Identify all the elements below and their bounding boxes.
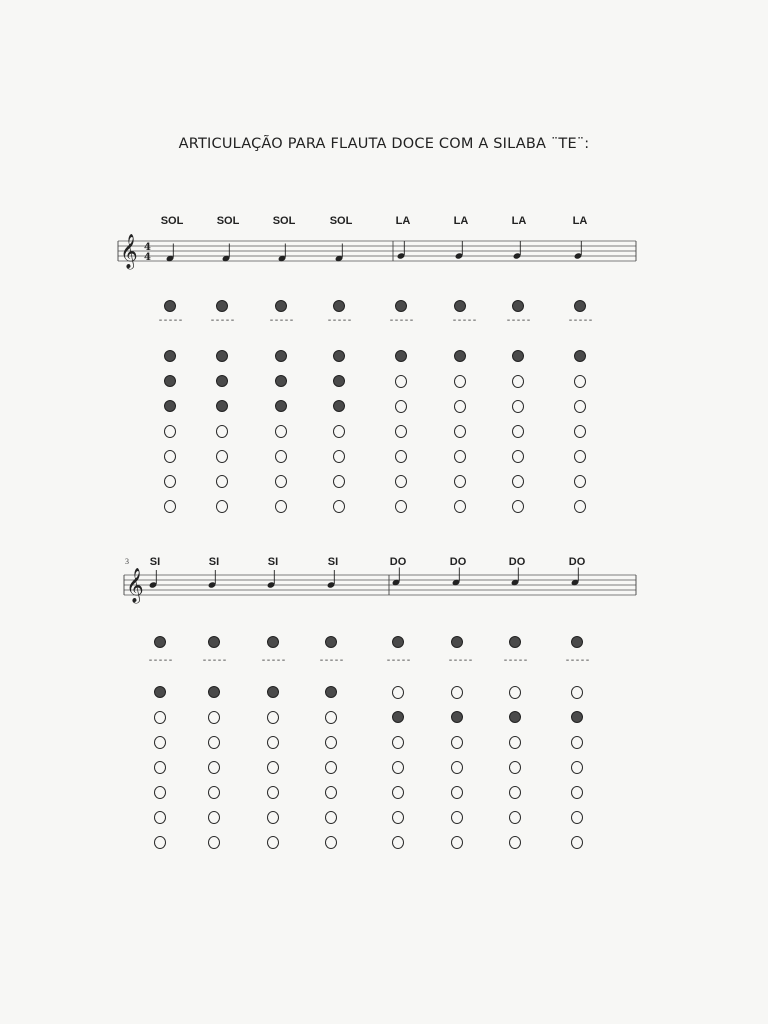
finger-hole-closed bbox=[164, 400, 176, 412]
note-name-label: SOL bbox=[329, 215, 353, 227]
finger-hole-open bbox=[509, 836, 521, 849]
finger-hole-open bbox=[154, 836, 166, 849]
finger-hole-open bbox=[395, 450, 407, 463]
thumb-separator: ----- bbox=[567, 315, 593, 326]
thumb-hole-closed bbox=[154, 636, 166, 648]
finger-hole-open bbox=[325, 711, 337, 724]
finger-hole-open bbox=[451, 836, 463, 849]
thumb-separator: ----- bbox=[260, 655, 286, 666]
thumb-hole-closed bbox=[208, 636, 220, 648]
finger-hole-closed bbox=[208, 686, 220, 698]
finger-hole-open bbox=[454, 500, 466, 513]
finger-hole-open bbox=[164, 475, 176, 488]
finger-hole-closed bbox=[216, 375, 228, 387]
page-title: ARTICULAÇÃO PARA FLAUTA DOCE COM A SILABA ¨TE¨: bbox=[178, 136, 590, 152]
finger-hole-open bbox=[164, 425, 176, 438]
finger-hole-open bbox=[267, 761, 279, 774]
note-name-label: SI bbox=[327, 556, 339, 568]
finger-hole-open bbox=[154, 761, 166, 774]
finger-hole-closed bbox=[392, 711, 404, 723]
thumb-separator: ----- bbox=[564, 655, 590, 666]
thumb-hole-closed bbox=[164, 300, 176, 312]
finger-hole-open bbox=[333, 500, 345, 513]
finger-hole-closed bbox=[275, 350, 287, 362]
thumb-separator: ----- bbox=[388, 315, 414, 326]
thumb-hole-closed bbox=[325, 636, 337, 648]
finger-hole-open bbox=[509, 811, 521, 824]
finger-hole-closed bbox=[164, 375, 176, 387]
finger-hole-open bbox=[154, 711, 166, 724]
finger-hole-open bbox=[574, 375, 586, 388]
thumb-separator: ----- bbox=[385, 655, 411, 666]
thumb-hole-closed bbox=[216, 300, 228, 312]
finger-hole-open bbox=[509, 786, 521, 799]
finger-hole-open bbox=[392, 786, 404, 799]
finger-hole-open bbox=[164, 450, 176, 463]
finger-hole-open bbox=[395, 425, 407, 438]
finger-hole-closed bbox=[333, 400, 345, 412]
finger-hole-open bbox=[164, 500, 176, 513]
finger-hole-open bbox=[208, 761, 220, 774]
measure-number: 3 bbox=[125, 557, 129, 566]
finger-hole-open bbox=[454, 450, 466, 463]
thumb-hole-closed bbox=[512, 300, 524, 312]
finger-hole-closed bbox=[454, 350, 466, 362]
finger-hole-open bbox=[512, 375, 524, 388]
finger-hole-open bbox=[208, 836, 220, 849]
finger-hole-open bbox=[454, 425, 466, 438]
finger-hole-open bbox=[454, 475, 466, 488]
finger-hole-open bbox=[267, 736, 279, 749]
finger-hole-open bbox=[571, 836, 583, 849]
finger-hole-open bbox=[454, 375, 466, 388]
thumb-hole-closed bbox=[509, 636, 521, 648]
thumb-hole-closed bbox=[275, 300, 287, 312]
note-name-label: SOL bbox=[216, 215, 240, 227]
finger-hole-closed bbox=[325, 686, 337, 698]
finger-hole-open bbox=[509, 686, 521, 699]
thumb-separator: ----- bbox=[505, 315, 531, 326]
thumb-separator: ----- bbox=[447, 655, 473, 666]
finger-hole-open bbox=[333, 475, 345, 488]
finger-hole-open bbox=[275, 450, 287, 463]
treble-clef-icon: 𝄞 bbox=[120, 234, 138, 269]
finger-hole-closed bbox=[267, 686, 279, 698]
finger-hole-open bbox=[574, 425, 586, 438]
finger-hole-open bbox=[574, 500, 586, 513]
finger-hole-open bbox=[392, 736, 404, 749]
finger-hole-open bbox=[571, 736, 583, 749]
finger-hole-closed bbox=[154, 686, 166, 698]
finger-hole-open bbox=[512, 425, 524, 438]
note-name-label: DO bbox=[389, 556, 407, 568]
finger-hole-open bbox=[392, 686, 404, 699]
finger-hole-open bbox=[451, 811, 463, 824]
finger-hole-open bbox=[325, 736, 337, 749]
finger-hole-closed bbox=[571, 711, 583, 723]
thumb-separator: ----- bbox=[157, 315, 183, 326]
finger-hole-open bbox=[325, 811, 337, 824]
thumb-hole-closed bbox=[395, 300, 407, 312]
note-name-label: LA bbox=[572, 215, 588, 227]
finger-hole-open bbox=[574, 475, 586, 488]
finger-hole-open bbox=[571, 686, 583, 699]
note-name-label: DO bbox=[508, 556, 526, 568]
note-name-label: LA bbox=[511, 215, 527, 227]
finger-hole-open bbox=[275, 425, 287, 438]
finger-hole-closed bbox=[275, 375, 287, 387]
finger-hole-open bbox=[571, 811, 583, 824]
note-name-label: SOL bbox=[272, 215, 296, 227]
finger-hole-open bbox=[216, 500, 228, 513]
finger-hole-open bbox=[208, 786, 220, 799]
finger-hole-closed bbox=[451, 711, 463, 723]
thumb-separator: ----- bbox=[209, 315, 235, 326]
finger-hole-open bbox=[267, 811, 279, 824]
thumb-separator: ----- bbox=[147, 655, 173, 666]
finger-hole-closed bbox=[574, 350, 586, 362]
finger-hole-open bbox=[395, 375, 407, 388]
thumb-separator: ----- bbox=[201, 655, 227, 666]
finger-hole-open bbox=[216, 425, 228, 438]
finger-hole-open bbox=[325, 786, 337, 799]
finger-hole-closed bbox=[509, 711, 521, 723]
finger-hole-open bbox=[451, 686, 463, 699]
finger-hole-open bbox=[216, 450, 228, 463]
note-name-label: LA bbox=[395, 215, 411, 227]
finger-hole-open bbox=[571, 761, 583, 774]
finger-hole-open bbox=[208, 736, 220, 749]
note-name-label: SI bbox=[208, 556, 220, 568]
finger-hole-open bbox=[154, 811, 166, 824]
thumb-hole-closed bbox=[392, 636, 404, 648]
finger-hole-open bbox=[208, 711, 220, 724]
time-signature-top: 4 bbox=[144, 242, 151, 253]
finger-hole-open bbox=[325, 836, 337, 849]
finger-hole-closed bbox=[395, 350, 407, 362]
finger-hole-open bbox=[512, 450, 524, 463]
finger-hole-open bbox=[392, 811, 404, 824]
finger-hole-open bbox=[275, 500, 287, 513]
finger-hole-open bbox=[275, 475, 287, 488]
note-name-label: DO bbox=[568, 556, 586, 568]
finger-hole-open bbox=[216, 475, 228, 488]
thumb-separator: ----- bbox=[318, 655, 344, 666]
finger-hole-open bbox=[512, 500, 524, 513]
finger-hole-open bbox=[333, 425, 345, 438]
finger-hole-open bbox=[571, 786, 583, 799]
finger-hole-open bbox=[392, 836, 404, 849]
note-name-label: SOL bbox=[160, 215, 184, 227]
finger-hole-closed bbox=[216, 400, 228, 412]
thumb-hole-closed bbox=[454, 300, 466, 312]
finger-hole-open bbox=[395, 400, 407, 413]
finger-hole-open bbox=[509, 736, 521, 749]
finger-hole-open bbox=[512, 475, 524, 488]
finger-hole-open bbox=[208, 811, 220, 824]
finger-hole-open bbox=[154, 786, 166, 799]
thumb-separator: ----- bbox=[268, 315, 294, 326]
finger-hole-open bbox=[267, 711, 279, 724]
finger-hole-open bbox=[395, 475, 407, 488]
finger-hole-open bbox=[451, 736, 463, 749]
thumb-separator: ----- bbox=[502, 655, 528, 666]
thumb-hole-closed bbox=[267, 636, 279, 648]
finger-hole-open bbox=[454, 400, 466, 413]
finger-hole-open bbox=[267, 836, 279, 849]
note-name-label: SI bbox=[149, 556, 161, 568]
finger-hole-open bbox=[574, 450, 586, 463]
finger-hole-open bbox=[333, 450, 345, 463]
finger-hole-open bbox=[392, 761, 404, 774]
finger-hole-closed bbox=[333, 350, 345, 362]
thumb-separator: ----- bbox=[451, 315, 477, 326]
finger-hole-open bbox=[509, 761, 521, 774]
finger-hole-open bbox=[451, 761, 463, 774]
finger-hole-closed bbox=[275, 400, 287, 412]
finger-hole-closed bbox=[216, 350, 228, 362]
thumb-hole-closed bbox=[333, 300, 345, 312]
thumb-hole-closed bbox=[571, 636, 583, 648]
note-name-label: SI bbox=[267, 556, 279, 568]
treble-clef-icon: 𝄞 bbox=[126, 568, 144, 603]
finger-hole-open bbox=[267, 786, 279, 799]
finger-hole-closed bbox=[333, 375, 345, 387]
note-name-label: DO bbox=[449, 556, 467, 568]
finger-hole-open bbox=[512, 400, 524, 413]
thumb-hole-closed bbox=[574, 300, 586, 312]
note-name-label: LA bbox=[453, 215, 469, 227]
finger-hole-open bbox=[574, 400, 586, 413]
thumb-hole-closed bbox=[451, 636, 463, 648]
finger-hole-closed bbox=[512, 350, 524, 362]
finger-hole-open bbox=[451, 786, 463, 799]
time-signature-bottom: 4 bbox=[144, 252, 151, 263]
finger-hole-open bbox=[154, 736, 166, 749]
finger-hole-closed bbox=[164, 350, 176, 362]
thumb-separator: ----- bbox=[326, 315, 352, 326]
finger-hole-open bbox=[325, 761, 337, 774]
finger-hole-open bbox=[395, 500, 407, 513]
